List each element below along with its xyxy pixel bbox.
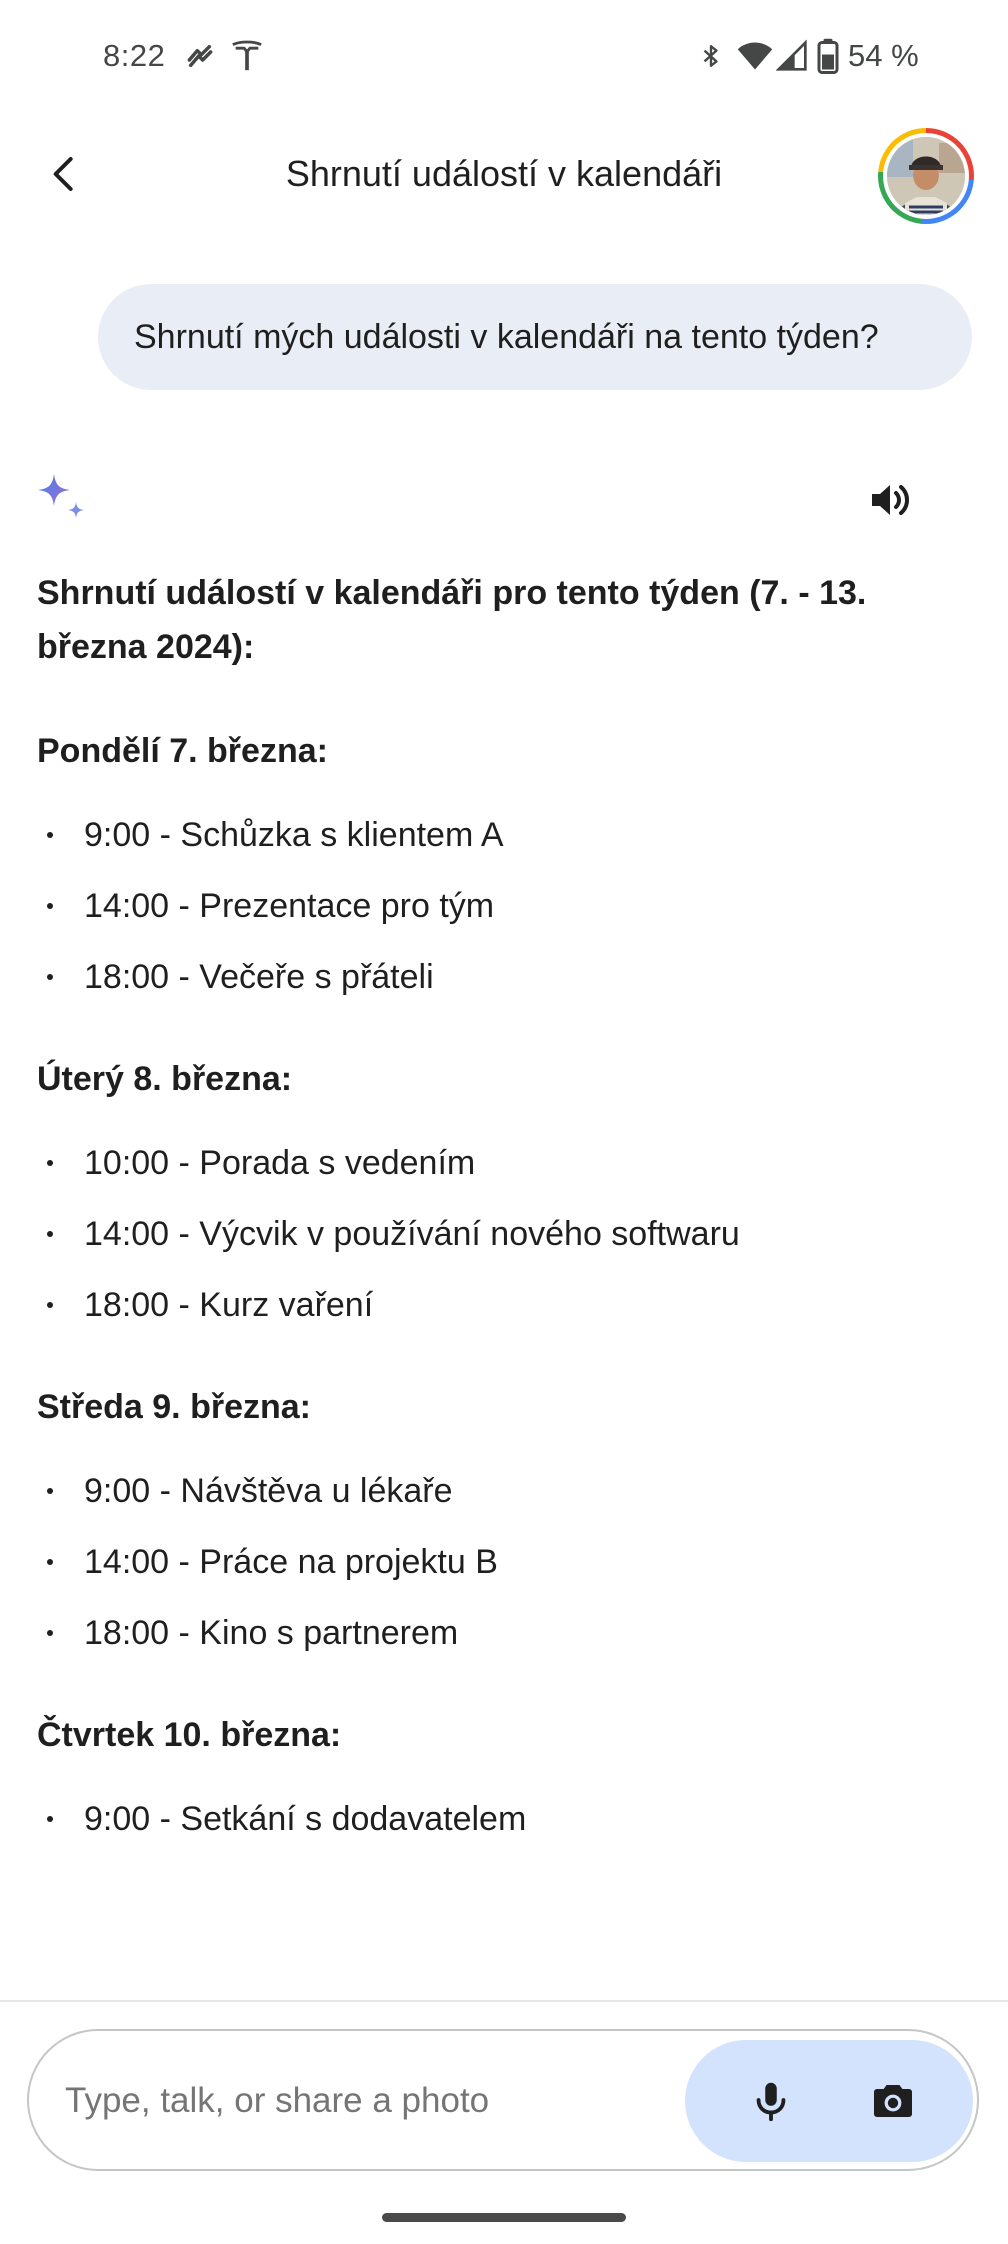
- event-item: 10:00 - Porada s vedením: [37, 1138, 967, 1188]
- read-aloud-button[interactable]: [860, 470, 920, 530]
- user-prompt-bubble: Shrnutí mých události v kalendáři na tento týden?: [98, 284, 972, 390]
- event-list: [37, 1794, 967, 1844]
- event-list: [37, 810, 967, 1002]
- day-heading: Pondělí 7. března:: [37, 732, 328, 770]
- event-item: 9:00 - Schůzka s klientem A: [37, 810, 967, 860]
- battery-percentage: 54 %: [848, 38, 919, 73]
- event-item: 14:00 - Výcvik v používání nového softwaru: [37, 1209, 967, 1259]
- event-item: 14:00 - Prezentace pro tým: [37, 881, 967, 931]
- bluetooth-icon: [698, 38, 724, 74]
- status-time: 8:22: [103, 38, 166, 73]
- gemini-spark-icon: [36, 472, 88, 524]
- speaker-icon: [866, 476, 914, 524]
- status-bar: [0, 0, 1008, 116]
- microphone-icon: [748, 2078, 794, 2124]
- event-item: 14:00 - Práce na projektu B: [37, 1537, 967, 1587]
- event-item: 9:00 - Setkání s dodavatelem: [37, 1794, 967, 1844]
- tesla-icon: [230, 38, 264, 74]
- microphone-button[interactable]: [739, 2069, 803, 2133]
- avatar[interactable]: [878, 128, 974, 224]
- event-item: 18:00 - Večeře s přáteli: [37, 952, 967, 1002]
- event-list: [37, 1466, 967, 1658]
- cell-signal-icon: [776, 38, 808, 74]
- camera-icon: [869, 2077, 917, 2125]
- header: [0, 116, 1008, 236]
- back-arrow-icon: [44, 154, 84, 194]
- prompt-input[interactable]: [63, 2031, 687, 2171]
- input-actions: [685, 2040, 973, 2162]
- messenger-icon: [184, 38, 216, 74]
- wifi-icon: [736, 38, 774, 74]
- event-item: 9:00 - Návštěva u lékaře: [37, 1466, 967, 1516]
- camera-button[interactable]: [861, 2069, 925, 2133]
- event-item: 18:00 - Kurz vaření: [37, 1280, 967, 1330]
- event-list: [37, 1138, 967, 1330]
- page-title: Shrnutí událostí v kalendáři: [285, 153, 723, 194]
- day-heading: Čtvrtek 10. března:: [37, 1716, 342, 1754]
- day-heading: Úterý 8. března:: [37, 1060, 293, 1098]
- response-heading: Shrnutí událostí v kalendáři pro tento týden (7. - 13. března 2024):: [37, 574, 867, 666]
- day-heading: Středa 9. března:: [37, 1388, 311, 1426]
- back-button[interactable]: [28, 138, 100, 210]
- home-indicator[interactable]: [382, 2213, 626, 2222]
- event-item: 18:00 - Kino s partnerem: [37, 1608, 967, 1658]
- battery-icon: [816, 38, 840, 74]
- bottom-divider: [0, 2000, 1008, 2002]
- response-content: [37, 566, 967, 2000]
- avatar-photo: [887, 137, 965, 215]
- prompt-input-bar: [27, 2029, 979, 2171]
